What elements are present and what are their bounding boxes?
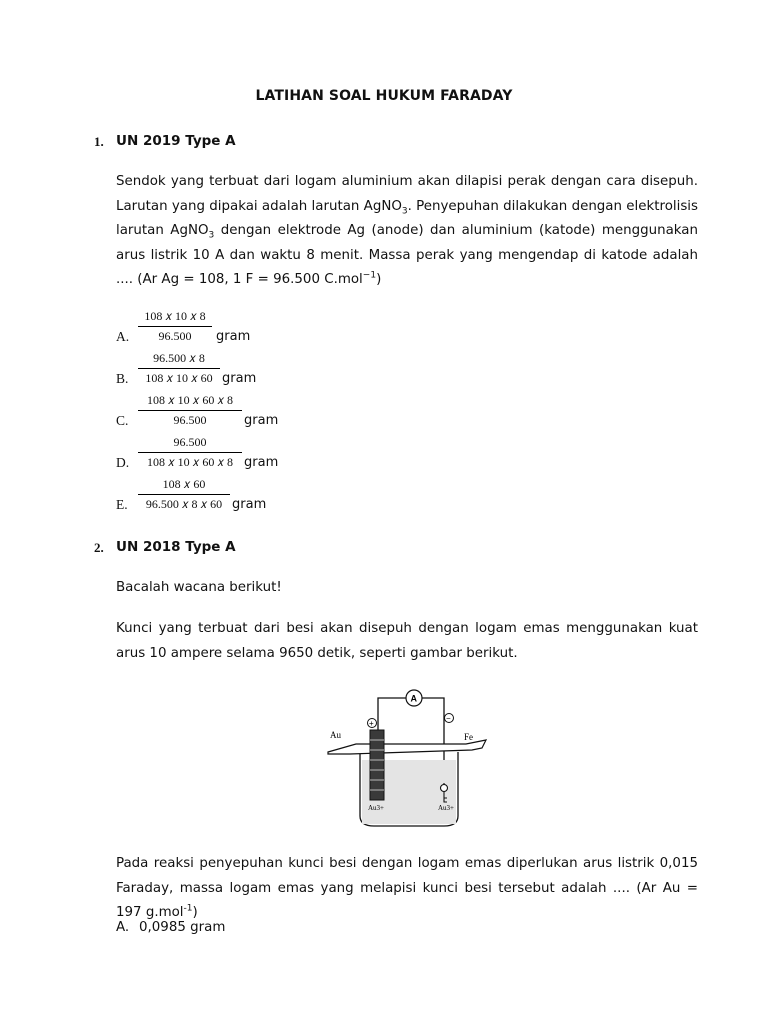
- fraction-bar: [138, 410, 242, 411]
- electroplating-figure: [326, 688, 488, 830]
- option-d-fraction: [138, 435, 242, 470]
- fraction-numerator: 96.500 𝑥 8: [153, 351, 205, 365]
- question-heading: UN 2018 Type A: [116, 539, 236, 555]
- fraction-bar: [138, 452, 242, 453]
- minus-sign: −: [446, 714, 451, 723]
- page-title: LATIHAN SOAL HUKUM FARADAY: [255, 88, 513, 104]
- option-letter: E.: [116, 497, 128, 512]
- option-unit: gram: [244, 413, 279, 428]
- question-text: Pada reaksi penyepuhan kunci besi dengan logam emas diperlukan arus listrik 0,015 Faraday, massa logam emas yang melapisi kunci besi tersebut adalah .... (Ar Au = 197 g.mol$^{-1}$): [116, 856, 698, 920]
- fraction-denominator: 96.500: [173, 413, 207, 427]
- fraction-numerator: 108 𝑥 60: [162, 477, 206, 491]
- fraction-numerator: 108 𝑥 10 𝑥 8: [144, 309, 206, 323]
- fraction-numerator: 96.500: [173, 435, 207, 449]
- fraction-bar: [138, 494, 230, 495]
- question-number: 1.: [94, 134, 104, 149]
- ion-label-left: Au3+: [368, 804, 385, 812]
- option-text: 0,0985 gram: [139, 920, 226, 935]
- label-fe: Fe: [464, 732, 473, 742]
- question-text: Kunci yang terbuat dari besi akan disepuh dengan logam emas menggunakan kuat arus 10 ampere selama 9650 detik, seperti gambar berikut.: [116, 621, 698, 661]
- fraction-numerator: 108 𝑥 10 𝑥 60 𝑥 8: [146, 393, 234, 407]
- container-rim: [328, 740, 486, 754]
- fraction-denominator: 96.500 𝑥 8 𝑥 60: [145, 497, 223, 511]
- option-letter: C.: [116, 413, 129, 428]
- ion-label-right: Au3+: [438, 804, 455, 812]
- label-au: Au: [330, 730, 341, 740]
- ammeter-label: A: [410, 693, 417, 704]
- option-e-fraction: [138, 477, 230, 512]
- option-letter: A.: [116, 920, 130, 935]
- fraction-denominator: 108 𝑥 10 𝑥 60: [145, 371, 213, 385]
- option-unit: gram: [222, 371, 257, 386]
- option-unit: gram: [232, 497, 267, 512]
- option-c-fraction: [138, 393, 242, 428]
- option-unit: gram: [244, 455, 279, 470]
- option-unit: gram: [216, 329, 251, 344]
- fraction-denominator: 108 𝑥 10 𝑥 60 𝑥 8: [146, 455, 234, 469]
- instruction-text: Bacalah wacana berikut!: [116, 580, 282, 595]
- plus-sign: +: [369, 719, 374, 728]
- option-a-fraction: [138, 309, 212, 344]
- question-number: 2.: [94, 540, 104, 555]
- key-icon: [441, 785, 448, 792]
- option-letter: D.: [116, 455, 130, 470]
- option-b-fraction: [138, 351, 220, 386]
- wire-left: [378, 698, 406, 734]
- fraction-bar: [138, 326, 212, 327]
- option-letter: A.: [116, 329, 130, 344]
- option-letter: B.: [116, 371, 129, 386]
- fraction-denominator: 96.500: [158, 329, 192, 343]
- fraction-bar: [138, 368, 220, 369]
- question-heading: UN 2019 Type A: [116, 133, 236, 149]
- question-text: Sendok yang terbuat dari logam aluminium akan dilapisi perak dengan cara disepuh. Larutan yang dipakai adalah larutan AgNO$_3$. Penyepuhan dilakukan dengan elektrolisis larutan AgNO$_3$ dengan elektrode Ag (anode) dan aluminium (katode) menggunakan arus listrik 10 A dan waktu 8 menit. Massa perak yang mengendap di katode adalah .... (Ar Ag = 108, 1 F = 96.500 C.mol$^{-1}$): [116, 174, 698, 287]
